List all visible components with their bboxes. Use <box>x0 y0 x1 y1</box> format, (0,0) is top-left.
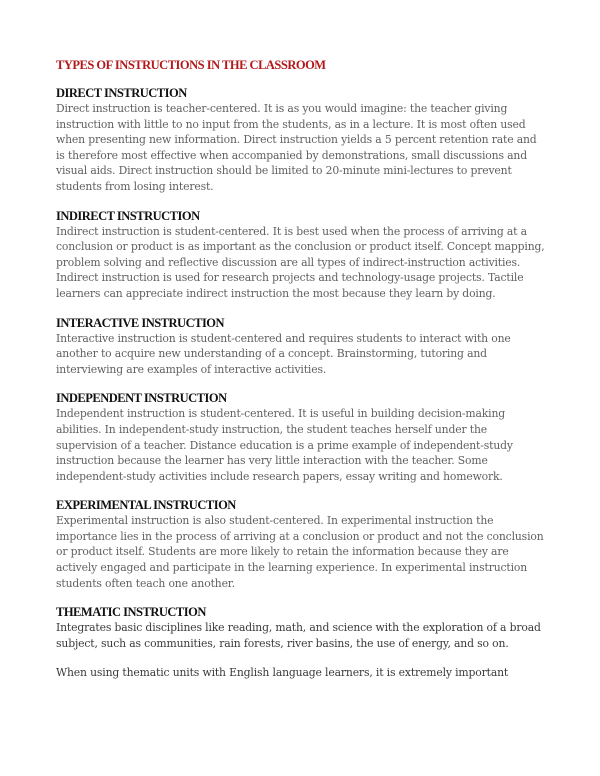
section-independent-instruction <box>56 391 548 484</box>
section-thematic-instruction <box>56 605 548 651</box>
section-heading: THEMATIC INSTRUCTION <box>56 605 206 620</box>
section-body: Integrates basic disciplines like reading, math, and science with the exploration of a broad subject, such as communities, rain forests, river basins, the use of energy, and so on. <box>56 621 541 650</box>
closing-paragraph: When using thematic units with English language learners, it is extremely important <box>56 666 509 680</box>
section-body: Experimental instruction is also student-centered. In experimental instruction the importance lies in the process of arriving at a conclusion or product and not the conclusion or product itself. Students are more likely to retain the information because they are actively engaged and participate in the learning experience. In experimental instruction students often teach one another. <box>56 514 544 590</box>
section-body: Independent instruction is student-centered. It is useful in building decision-making abilities. In independent-study instruction, the student teaches herself under the supervision of a teacher. Distance education is a prime example of independent-study instruction because the learner has very little interaction with the teacher. Some independent-study activities include research papers, essay writing and homework. <box>56 407 513 483</box>
section-direct-instruction <box>56 86 548 195</box>
section-body: Interactive instruction is student-centered and requires students to interact with one another to acquire new understanding of a concept. Brainstorming, tutoring and interviewing are examples of interactive activities. <box>56 331 511 376</box>
section-experimental-instruction <box>56 498 548 591</box>
section-indirect-instruction <box>56 209 548 302</box>
section-interactive-instruction <box>56 316 548 378</box>
document-page <box>56 57 548 681</box>
section-heading: DIRECT INSTRUCTION <box>56 86 187 100</box>
section-body: Direct instruction is teacher-centered. It is as you would imagine: the teacher giving instruction with little to no input from the students, as in a lecture. It is most often used when presenting new information. Direct instruction yields a 5 percent retention rate and is therefore most effective when accompanied by demonstrations, small discussions and visual aids. Direct instruction should be limited to 20-minute mini-lectures to prevent students from losing interest. <box>56 102 537 193</box>
section-heading: EXPERIMENTAL INSTRUCTION <box>56 498 236 513</box>
section-heading: INDEPENDENT INSTRUCTION <box>56 391 227 406</box>
section-heading: INTERACTIVE INSTRUCTION <box>56 315 225 330</box>
section-heading: INDIRECT INSTRUCTION <box>56 208 200 223</box>
document-title: TYPES OF INSTRUCTIONS IN THE CLASSROOM <box>56 58 326 72</box>
section-body: Indirect instruction is student-centered. It is best used when the process of arriving at a conclusion or product is as important as the conclusion or product itself. Concept mapping, problem solving and reflective discussion are all types of indirect-instruction activities. Indirect instruction is used for research projects and technology-usage projects. Tactile learners can appreciate indirect instruction the most because they learn by doing. <box>56 224 545 300</box>
